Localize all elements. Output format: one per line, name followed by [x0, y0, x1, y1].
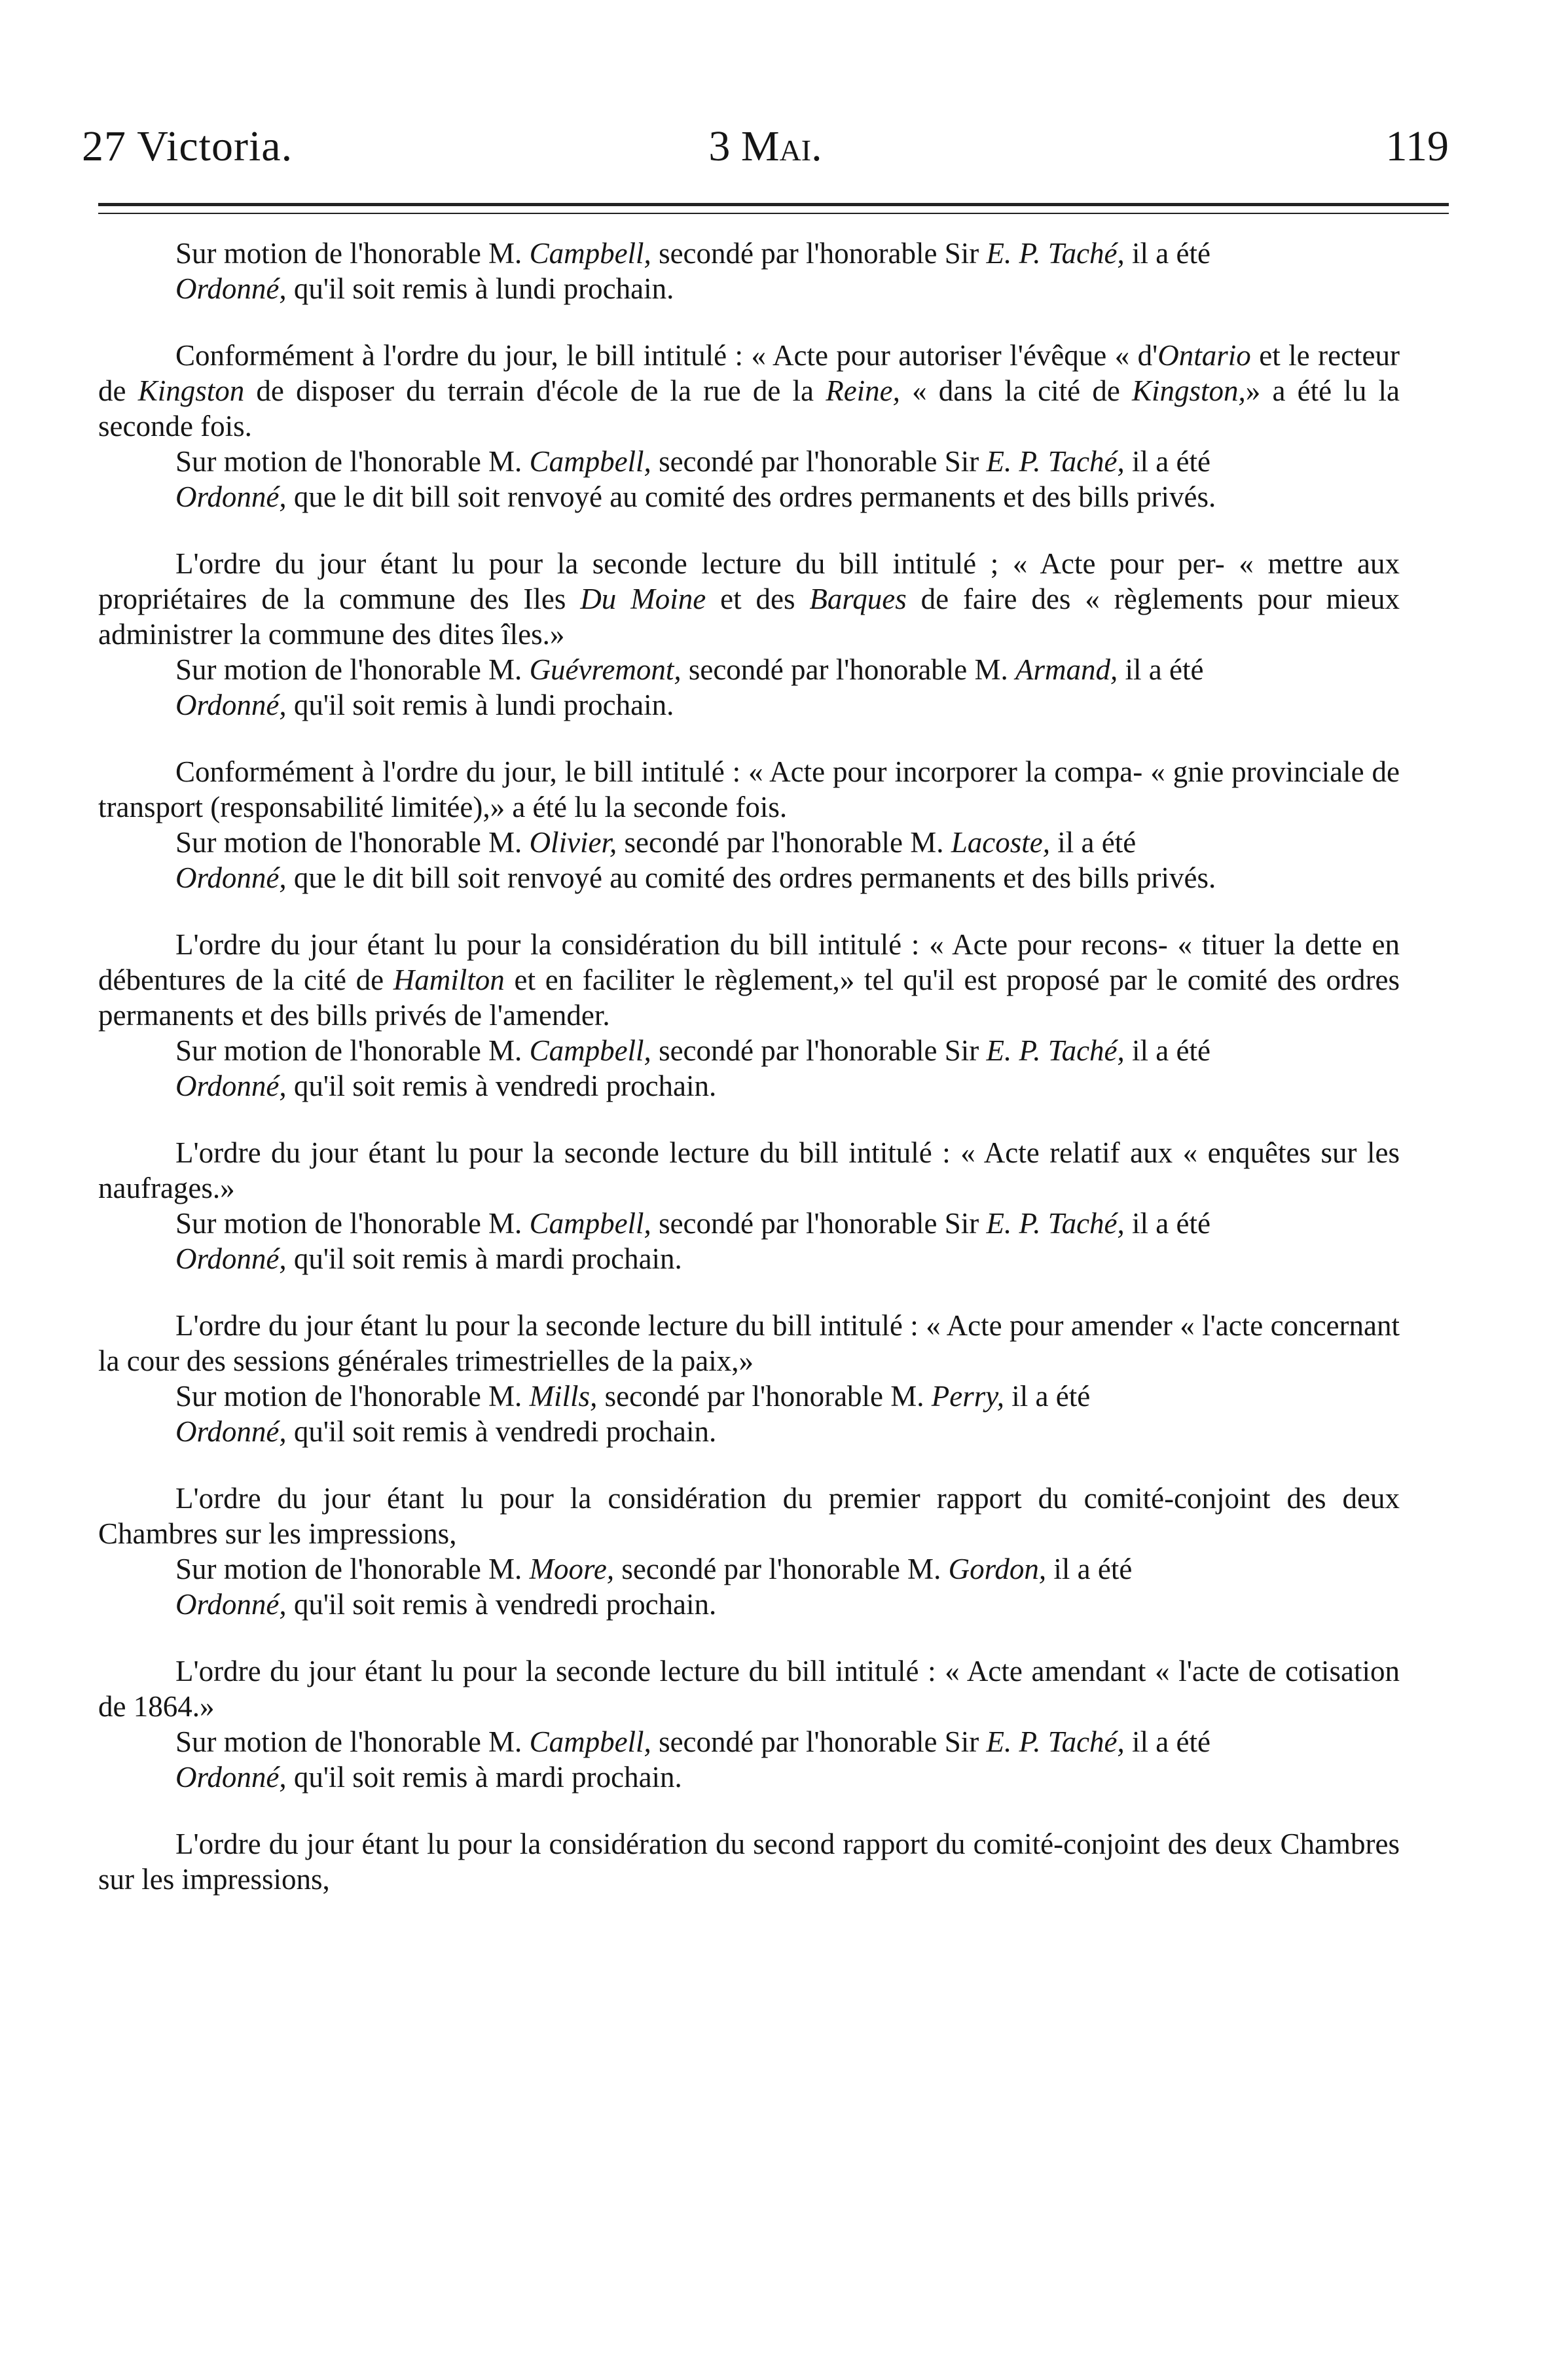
entry-8	[98, 1481, 1400, 1622]
motion-text: Sur motion de l'honorable M.	[175, 445, 530, 478]
order-line	[98, 1068, 1400, 1104]
lead-italic: Du Moine	[580, 583, 706, 615]
motion-text: Sur motion de l'honorable M.	[175, 1553, 530, 1585]
lead-italic: Kingston	[137, 374, 245, 407]
order-line	[98, 479, 1400, 514]
order-text: que le dit bill soit renvoyé au comité des ordres permanents et des bills privés.	[286, 861, 1216, 894]
seconder-name: E. P. Taché,	[986, 445, 1125, 478]
motion-line	[98, 825, 1400, 860]
mover-name: Guévremont,	[529, 653, 682, 686]
mover-name: Campbell,	[529, 445, 651, 478]
ordonne-word: Ordonné,	[175, 689, 287, 721]
mover-name: Campbell,	[529, 237, 651, 270]
lead-text: « dans la cité de	[900, 374, 1132, 407]
running-header	[82, 122, 1449, 181]
lead-text: » a été lu la seconde fois.	[98, 374, 1400, 442]
lead-paragraph	[98, 1826, 1400, 1897]
lead-paragraph	[98, 1481, 1400, 1551]
order-text: qu'il soit remis à lundi prochain.	[286, 689, 674, 721]
motion-text: il a été	[1124, 1725, 1210, 1758]
lead-italic: Hamilton	[393, 964, 505, 996]
lead-italic: Reine,	[826, 374, 900, 407]
lead-paragraph	[98, 754, 1400, 825]
order-text: qu'il soit remis à vendredi prochain.	[286, 1415, 717, 1448]
ordonne-word: Ordonné,	[175, 1588, 287, 1621]
seconder-name: E. P. Taché,	[986, 1034, 1125, 1067]
motion-text: il a été	[1118, 653, 1204, 686]
ordonne-word: Ordonné,	[175, 480, 287, 513]
lead-text: L'ordre du jour étant lu pour la considération du second rapport du comité-conjoint des deux Chambres sur les impressions,	[98, 1828, 1400, 1896]
motion-text: secondé par l'honorable Sir	[651, 1207, 987, 1240]
mover-name: Olivier,	[529, 826, 617, 859]
lead-italic: Ontario	[1157, 339, 1251, 372]
motion-text: Sur motion de l'honorable M.	[175, 826, 530, 859]
entry-9	[98, 1653, 1400, 1795]
seconder-name: Lacoste,	[951, 826, 1050, 859]
motion-text: secondé par l'honorable M.	[681, 653, 1016, 686]
ordonne-word: Ordonné,	[175, 1415, 287, 1448]
motion-text: il a été	[1046, 1553, 1133, 1585]
motion-text: il a été	[1124, 1034, 1210, 1067]
order-text: qu'il soit remis à vendredi prochain.	[286, 1588, 717, 1621]
entry-10	[98, 1826, 1400, 1897]
ordonne-word: Ordonné,	[175, 1070, 287, 1102]
lead-text: Conformément à l'ordre du jour, le bill intitulé : « Acte pour incorporer la compa- « gnie provinciale de transport (responsabilité limitée),» a été lu la seconde fois.	[98, 755, 1400, 823]
lead-text: Conformément à l'ordre du jour, le bill intitulé : « Acte pour autoriser l'évêque « d'	[175, 339, 1158, 372]
motion-text: secondé par l'honorable M.	[617, 826, 951, 859]
ordonne-word: Ordonné,	[175, 1242, 287, 1275]
motion-text: il a été	[1124, 237, 1210, 270]
motion-text: Sur motion de l'honorable M.	[175, 1725, 530, 1758]
seconder-name: Perry,	[931, 1380, 1005, 1413]
motion-text: il a été	[1004, 1380, 1091, 1413]
order-line	[98, 687, 1400, 723]
lead-paragraph	[98, 1653, 1400, 1724]
motion-text: secondé par l'honorable Sir	[651, 237, 987, 270]
motion-text: secondé par l'honorable Sir	[651, 1725, 987, 1758]
lead-paragraph	[98, 1308, 1400, 1379]
motion-text: secondé par l'honorable M.	[597, 1380, 932, 1413]
motion-line	[98, 1379, 1400, 1414]
motion-line	[98, 444, 1400, 479]
motion-text: il a été	[1050, 826, 1137, 859]
lead-text: L'ordre du jour étant lu pour la seconde lecture du bill intitulé : « Acte pour amender « l'acte concernant la cour des sessions générales trimestrielles de la paix,»	[98, 1309, 1400, 1377]
motion-text: secondé par l'honorable M.	[614, 1553, 949, 1585]
order-line	[98, 1759, 1400, 1795]
motion-text: Sur motion de l'honorable M.	[175, 237, 530, 270]
lead-text: L'ordre du jour étant lu pour la considération du premier rapport du comité-conjoint des deux Chambres sur les impressions,	[98, 1482, 1400, 1550]
motion-text: Sur motion de l'honorable M.	[175, 653, 530, 686]
motion-text: secondé par l'honorable Sir	[651, 1034, 987, 1067]
lead-text: et le recteur de	[98, 339, 1400, 407]
header-rule-thin	[98, 213, 1449, 214]
header-date: 3 Mai.	[708, 122, 822, 170]
lead-paragraph	[98, 338, 1400, 444]
page-number: 119	[1385, 122, 1449, 170]
entry-3	[98, 546, 1400, 723]
ordonne-word: Ordonné,	[175, 272, 287, 305]
order-line	[98, 1241, 1400, 1276]
order-line	[98, 1587, 1400, 1622]
lead-text: L'ordre du jour étant lu pour la seconde lecture du bill intitulé ; « Acte pour per- « mettre aux propriétaires de la commune des Iles	[98, 547, 1400, 615]
entry-6	[98, 1135, 1400, 1276]
lead-paragraph	[98, 1135, 1400, 1206]
motion-line	[98, 1206, 1400, 1241]
motion-line	[98, 1033, 1400, 1068]
entry-2	[98, 338, 1400, 514]
motion-line	[98, 1551, 1400, 1587]
mover-name: Campbell,	[529, 1725, 651, 1758]
lead-italic: Kingston,	[1132, 374, 1246, 407]
motion-line	[98, 236, 1400, 271]
order-line	[98, 1414, 1400, 1449]
lead-text: et des	[706, 583, 810, 615]
entry-5	[98, 927, 1400, 1104]
seconder-name: Armand,	[1015, 653, 1118, 686]
order-line	[98, 271, 1400, 306]
seconder-name: E. P. Taché,	[986, 237, 1125, 270]
lead-text: de disposer du terrain d'école de la rue de la	[244, 374, 826, 407]
seconder-name: Gordon,	[948, 1553, 1047, 1585]
entry-7	[98, 1308, 1400, 1449]
order-text: qu'il soit remis à mardi prochain.	[286, 1761, 682, 1794]
motion-text: il a été	[1124, 1207, 1210, 1240]
lead-text: et en faciliter le règlement,» tel qu'il est proposé par le comité des ordres permanents et des bills privés de l'amender.	[98, 964, 1400, 1032]
order-line	[98, 860, 1400, 895]
entry-4	[98, 754, 1400, 895]
order-text: qu'il soit remis à vendredi prochain.	[286, 1070, 717, 1102]
motion-line	[98, 652, 1400, 687]
mover-name: Moore,	[529, 1553, 615, 1585]
seconder-name: E. P. Taché,	[986, 1725, 1125, 1758]
motion-text: il a été	[1124, 445, 1210, 478]
motion-text: secondé par l'honorable Sir	[651, 445, 987, 478]
lead-text: de faire des « règlements pour mieux administrer la commune des dites îles.»	[98, 583, 1400, 651]
lead-text: L'ordre du jour étant lu pour la seconde lecture du bill intitulé : « Acte amendant « l'acte de cotisation de 1864.»	[98, 1655, 1400, 1723]
motion-text: Sur motion de l'honorable M.	[175, 1380, 530, 1413]
mover-name: Campbell,	[529, 1207, 651, 1240]
lead-text: L'ordre du jour étant lu pour la considération du bill intitulé : « Acte pour recons- « tituer la dette en débentures de la cité de	[98, 928, 1400, 996]
header-rule-thick	[98, 203, 1449, 206]
regnal-year: 27 Victoria.	[82, 122, 293, 170]
mover-name: Mills,	[529, 1380, 598, 1413]
journal-body	[98, 236, 1400, 1928]
lead-text: L'ordre du jour étant lu pour la seconde lecture du bill intitulé : « Acte relatif aux « enquêtes sur les naufrages.»	[98, 1136, 1400, 1204]
lead-italic: Barques	[809, 583, 907, 615]
motion-line	[98, 1724, 1400, 1759]
mover-name: Campbell,	[529, 1034, 651, 1067]
ordonne-word: Ordonné,	[175, 1761, 287, 1794]
motion-text: Sur motion de l'honorable M.	[175, 1034, 530, 1067]
entry-1	[98, 236, 1400, 306]
motion-text: Sur motion de l'honorable M.	[175, 1207, 530, 1240]
lead-paragraph	[98, 546, 1400, 652]
ordonne-word: Ordonné,	[175, 861, 287, 894]
order-text: qu'il soit remis à lundi prochain.	[286, 272, 674, 305]
order-text: que le dit bill soit renvoyé au comité des ordres permanents et des bills privés.	[286, 480, 1216, 513]
seconder-name: E. P. Taché,	[986, 1207, 1125, 1240]
lead-paragraph	[98, 927, 1400, 1033]
order-text: qu'il soit remis à mardi prochain.	[286, 1242, 682, 1275]
